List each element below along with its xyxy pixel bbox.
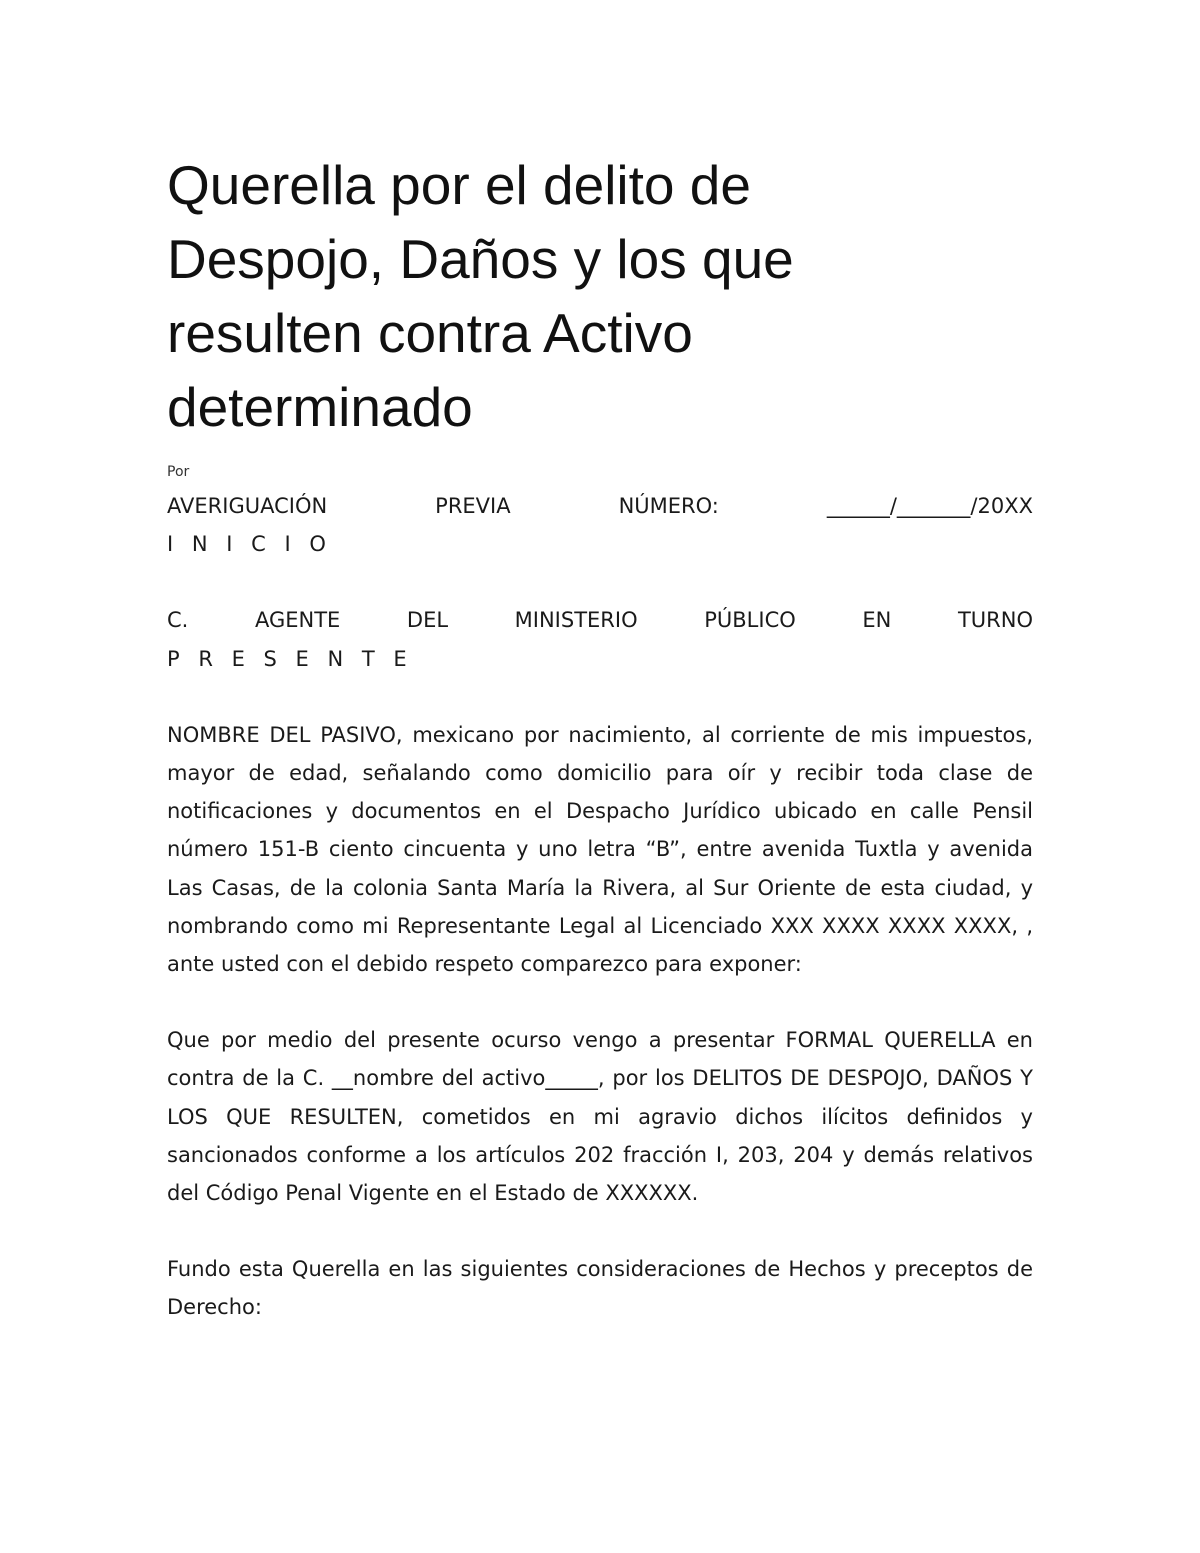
presente-heading: P R E S E N T E: [167, 646, 413, 671]
paragraph-fundamento: Fundo esta Querella en las siguientes consideraciones de Hechos y preceptos de Derecho:: [167, 1257, 1033, 1320]
agente-word: DEL: [406, 608, 449, 633]
agente-word: C.: [167, 608, 189, 633]
agente-line: [167, 601, 1033, 639]
spacer: [167, 983, 1033, 1021]
previa-word: PREVIA: [435, 494, 511, 518]
title-line: resulten contra Activo: [167, 302, 693, 364]
spacer: [167, 678, 1033, 716]
averiguacion-line: [167, 487, 1033, 525]
agente-word: PÚBLICO: [704, 608, 796, 633]
spacer: [167, 563, 1033, 601]
spacer: [167, 1212, 1033, 1250]
numero-word: NÚMERO:: [618, 494, 719, 518]
document-body: [167, 487, 1033, 1327]
agente-word: AGENTE: [254, 608, 341, 633]
case-number-blank: ______/_______/20XX: [826, 494, 1033, 518]
inicio-heading: I N I C I O: [167, 532, 332, 557]
agente-word: MINISTERIO: [514, 608, 638, 633]
document-title: [167, 148, 1033, 444]
title-line: Despojo, Daños y los que: [167, 228, 794, 290]
title-line: determinado: [167, 376, 473, 438]
title-line: Querella por el delito de: [167, 154, 751, 216]
document-page: [167, 148, 1033, 1327]
agente-word: TURNO: [957, 608, 1033, 633]
averiguacion-word: AVERIGUACIÓN: [167, 494, 328, 518]
agente-word: EN: [862, 608, 892, 633]
paragraph-pasivo: NOMBRE DEL PASIVO, mexicano por nacimiento, al corriente de mis impuestos, mayor de edad, señalando como domicilio para oír y recibir toda clase de notificaciones y documentos en el Despacho Jurídico ubicado en calle Pensil número 151-B ciento cincuenta y uno letra “B”, entre avenida Tuxtla y avenida Las Casas, de la colonia Santa María la Rivera, al Sur Oriente de esta ciudad, y nombrando como mi Representante Legal al Licenciado XXX XXXX XXXX XXXX, , ante usted con el debido respeto comparezco para exponer:: [167, 722, 1033, 977]
byline: Por: [167, 464, 190, 480]
paragraph-querella: Que por medio del presente ocurso vengo a presentar FORMAL QUERELLA en contra de la C. __nombre del activo_____, por los DELITOS DE DESPOJO, DAÑOS Y LOS QUE RESULTEN, cometidos en mi agravio dichos ilícitos definidos y sancionados conforme a los artículos 202 fracción I, 203, 204 y demás relativos del Código Penal Vigente en el Estado de XXXXXX.: [167, 1028, 1033, 1206]
